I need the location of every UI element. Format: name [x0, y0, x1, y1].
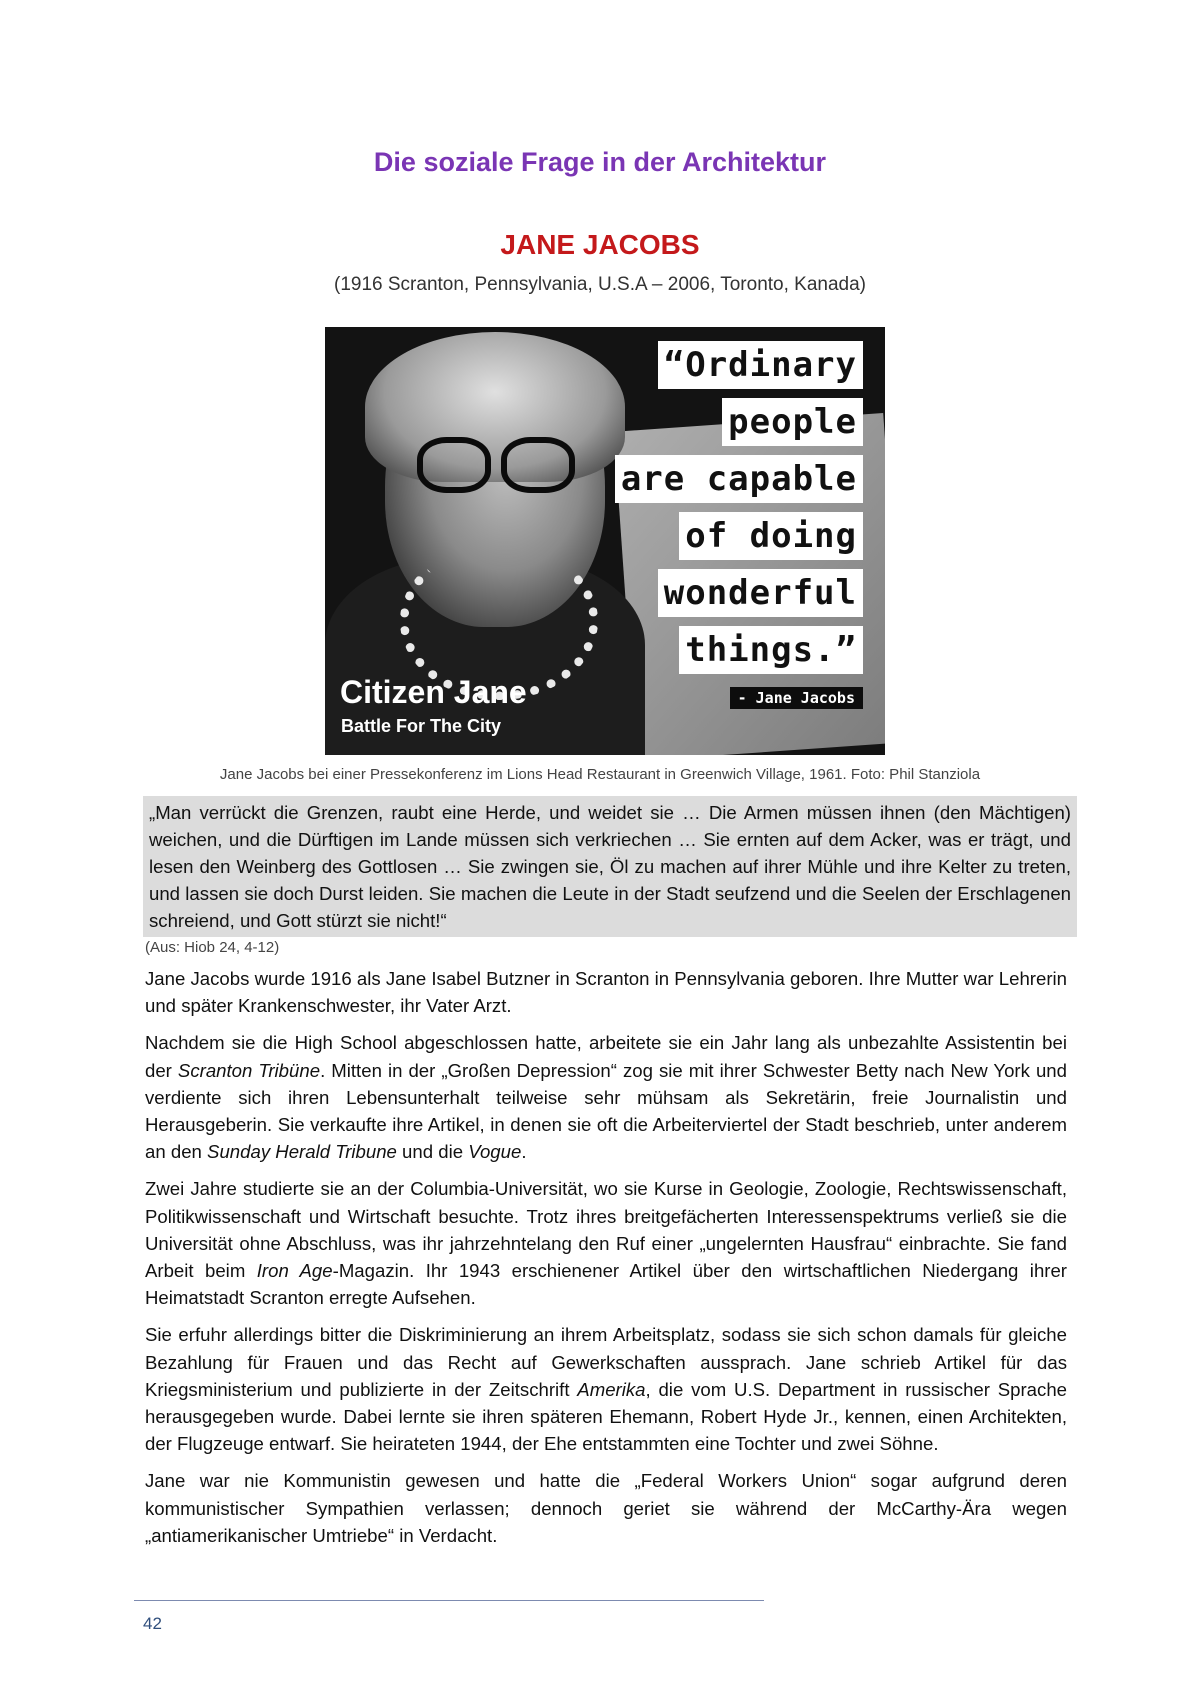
page-number: 42	[143, 1614, 162, 1633]
life-dates: (1916 Scranton, Pennsylvania, U.S.A – 2006, Toronto, Kanada)	[334, 274, 866, 295]
film-title: Citizen Jane	[340, 674, 527, 710]
paragraph: Zwei Jahre studierte sie an der Columbia-Universität, wo sie Kurse in Geologie, Zoologie, Rechtswissenschaft, Politikwissenschaft und Wirtschaft besuchte. Trotz ihres breitgefächerten Interessenspektrums verließ sie die Universität ohne Abschluss, was ihr jahrzehntelang den Ruf einer „ungelernten Hausfrau“ einbrachte. Sie fand Arbeit beim Iron Age-Magazin. Ihr 1943 erschienener Artikel über den wirtschaftlichen Niedergang ihrer Heimatstadt Scranton erregte Aufsehen.	[145, 1178, 1068, 1309]
photo-glasses-right	[501, 437, 575, 493]
quote-attribution: - Jane Jacobs	[730, 687, 863, 709]
quote-line: people	[722, 398, 863, 446]
person-name-heading: JANE JACOBS	[500, 229, 700, 260]
portrait-photo	[325, 327, 885, 755]
section-title: Die soziale Frage in der Architektur	[373, 147, 827, 177]
bible-quote-source: (Aus: Hiob 24, 4-12)	[145, 939, 280, 956]
footer-divider	[134, 1600, 764, 1601]
quote-line: are capable	[615, 455, 863, 503]
quote-line: wonderful	[658, 569, 863, 617]
paragraph: Jane war nie Kommunistin gewesen und hatte die „Federal Workers Union“ sogar aufgrund deren kommunistischer Sympathien verlassen; dennoch geriet sie während der McCarthy-Ära wegen „antiamerikanischer Umtriebe“ in Verdacht.	[145, 1470, 1067, 1546]
photo-caption: Jane Jacobs bei einer Pressekonferenz im Lions Head Restaurant in Greenwich Village, 1961. Foto: Phil Stanziola	[219, 766, 981, 783]
quote-line: things.”	[679, 626, 863, 674]
paragraph: Nachdem sie die High School abgeschlossen hatte, arbeitete sie ein Jahr lang als unbezahlte Assistentin bei der Scranton Tribüne. Mitten in der „Großen Depression“ zog sie mit ihrer Schwester Betty nach New York und verdiente sich ihren Lebensunterhalt teilweise sehr mühsam als Sekretärin, freie Journalistin und Herausgeberin. Sie verkaufte ihre Artikel, in denen sie oft die Arbeiterviertel der Stadt beschrieb, unter anderem an den Sunday Herald Tribune und die Vogue.	[145, 1032, 1067, 1163]
paragraph: Jane Jacobs wurde 1916 als Jane Isabel Butzner in Scranton in Pennsylvania geboren. Ihre Mutter war Lehrerin und später Krankenschwester, ihr Vater Arzt.	[145, 968, 1067, 1017]
photo-hair	[365, 332, 625, 482]
quote-line: “Ordinary	[658, 341, 863, 389]
paragraph: Sie erfuhr allerdings bitter die Diskriminierung an ihrem Arbeitsplatz, sodass sie sich schon damals für gleiche Bezahlung für Frauen und das Recht auf Gewerkschaften aussprach. Jane schrieb Artikel für das Kriegsministerium und publizierte in der Zeitschrift Amerika, die vom U.S. Department in russischer Sprache herausgegeben wurde. Dabei lernte sie ihren späteren Ehemann, Robert Hyde Jr., kennen, einen Architekten, der Flugzeuge entwarf. Sie heirateten 1944, der Ehe entstammten eine Tochter und zwei Söhne.	[145, 1324, 1068, 1455]
bible-quote-box: „Man verrückt die Grenzen, raubt eine Herde, und weidet sie … Die Armen müssen ihnen (den Mächtigen) weichen, und die Dürftigen im Lande müssen sich verkriechen … Sie ernten auf dem Acker, was er trägt, und lesen den Weinberg des Gottlosen … Sie zwingen sie, Öl zu machen auf ihrer Mühle und ihre Kelter zu treten, und lassen sie doch Durst leiden. Sie machen die Leute in der Stadt seufzend und die Seelen der Erschlagenen schreiend, und Gott stürzt sie nicht!“	[143, 796, 1077, 937]
quote-line: of doing	[679, 512, 863, 560]
body-text	[145, 965, 1067, 1559]
film-subtitle: Battle For The City	[341, 716, 502, 736]
photo-glasses-left	[417, 437, 491, 493]
